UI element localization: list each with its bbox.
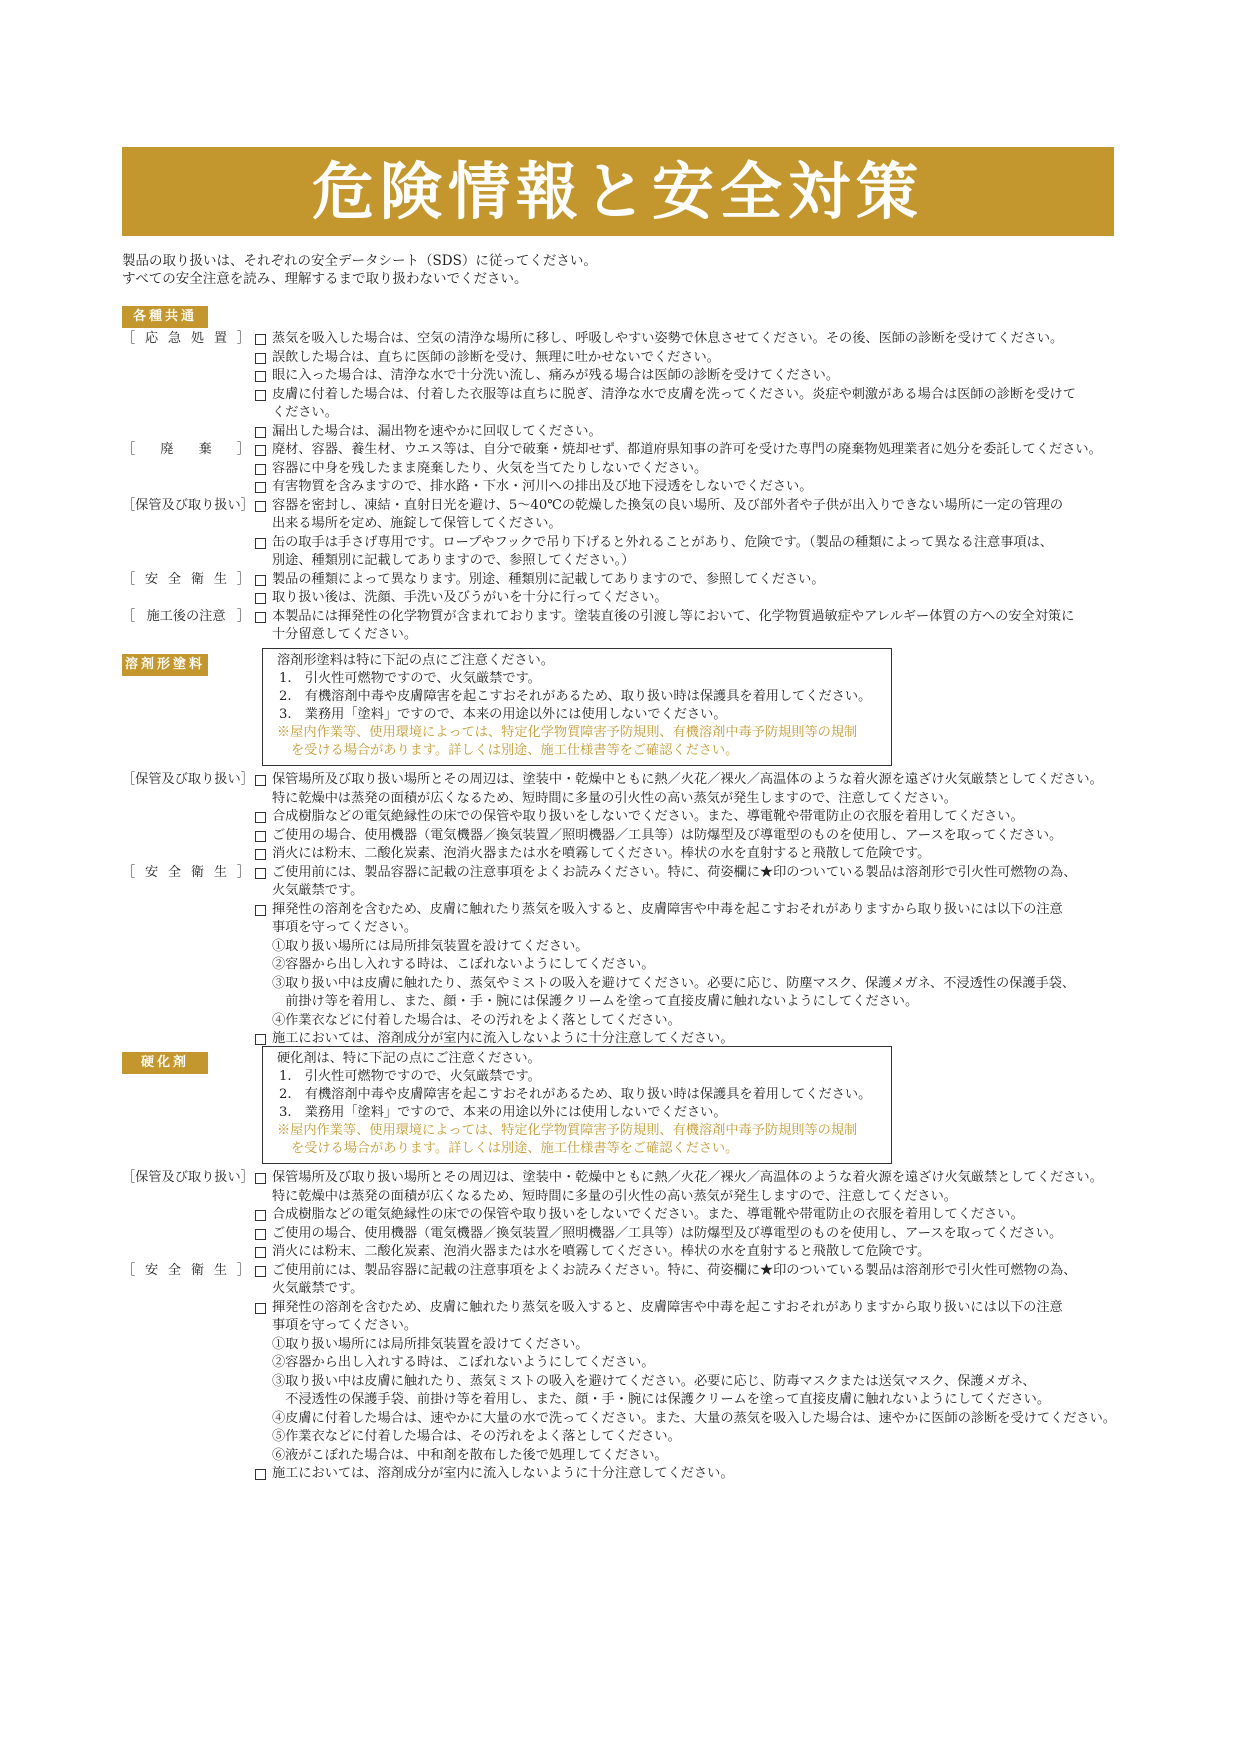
item-text: 蒸気を吸入した場合は、空気の清浄な場所に移し、呼吸しやすい姿勢で休息させてください。その後、医師の診断を受けてください。 (272, 331, 1064, 346)
category-label-part: 施工後の注意 (146, 608, 226, 624)
checkbox-icon (255, 868, 266, 879)
intro (122, 252, 1114, 288)
category-label-part: 安 (144, 864, 159, 880)
item-text-wrap (255, 1391, 1118, 1410)
item-text: 製品の種類によって異なります。別途、種類別に記載してありますので、参照してください。 (272, 571, 825, 587)
category-label (122, 571, 250, 590)
item-text-wrap (255, 1317, 1118, 1336)
notice-item: 1. 引火性可燃物ですので、火気厳禁です。 (279, 1069, 541, 1084)
checkbox-icon (255, 849, 266, 860)
item-text-wrap (255, 808, 1118, 827)
notice-lead: 硬化剤は、特に下記の点にご注意ください。 (277, 1051, 541, 1066)
category-label-part: 生 (213, 1262, 227, 1278)
item-text-wrap (255, 993, 1118, 1012)
item-text: 保管場所及び取り扱い場所とその周辺は、塗装中・乾燥中ともに熱／火花／裸火／高温体のような着火源を遠ざけ火気厳禁としてください。 (272, 772, 1103, 787)
category-label-part: ］ (236, 571, 250, 587)
category-label-part: 全 (167, 864, 182, 880)
item-text: ⑤作業衣などに付着した場合は、その汚れをよく落としてください。 (272, 1429, 681, 1444)
item-text-wrap (255, 330, 1118, 349)
item-text-wrap (255, 882, 1118, 901)
list-item (122, 386, 1118, 405)
category-label (122, 441, 250, 460)
item-text-wrap (255, 386, 1118, 405)
checkbox-icon (255, 353, 266, 364)
item-text: 缶の取手は手さげ専用です。ロープやフックで吊り下げると外れることがあり、危険です。（製品の種類によって異なる注意事項は、 (272, 534, 1053, 550)
category-label-part: 生 (213, 864, 227, 880)
list-item (122, 975, 1118, 994)
hardener-notice-box (262, 1046, 892, 1164)
list-item (122, 608, 1118, 627)
list-item (122, 993, 1118, 1012)
checkbox-icon (255, 1303, 266, 1314)
item-text-wrap (255, 460, 1118, 479)
list-item (122, 1188, 1118, 1207)
item-text-wrap (255, 938, 1118, 957)
item-text: 消火には粉末、二酸化炭素、泡消火器または水を噴霧してください。棒状の水を直射すると飛散して危険です。 (272, 1244, 931, 1259)
item-text-wrap (255, 608, 1118, 627)
item-text: ご使用前には、製品容器に記載の注意事項をよくお読みください。特に、荷姿欄に★印のついている製品は溶剤形で引火性可燃物の為、 (272, 864, 1077, 880)
category-label-part: ］ (236, 1262, 250, 1278)
category-label-part: 全 (167, 1262, 182, 1278)
list-item (122, 1169, 1118, 1188)
item-text-wrap (255, 1373, 1118, 1392)
notice-warning: ※屋内作業等、使用環境によっては、特定化学物質障害予防規則、有機溶剤中毒予防規則等の規制 (277, 725, 858, 740)
list-item (122, 460, 1118, 479)
list-item (122, 423, 1118, 442)
checkbox-icon (255, 445, 266, 456)
checkbox-icon (255, 775, 266, 786)
list-item (122, 626, 1118, 645)
item-text-wrap (255, 367, 1118, 386)
page-title: 危険情報と安全対策 (122, 147, 1114, 236)
list-item (122, 1336, 1118, 1355)
item-text: ご使用の場合、使用機器（電気機器／換気装置／照明機器／工具等）は防爆型及び導電型のものを使用し、アースを取ってください。 (272, 827, 1063, 843)
list-item (122, 790, 1118, 809)
item-text: 施工においては、溶剤成分が室内に流入しないように十分注意してください。 (272, 1466, 734, 1481)
category-label (122, 608, 250, 627)
category-label (122, 330, 250, 349)
category-label (122, 1169, 254, 1188)
notice-item: 3. 業務用「塗料」ですので、本来の用途以外には使用しないでください。 (279, 707, 727, 722)
list-item (122, 589, 1118, 608)
section-heading-common: 各種共通 (122, 306, 208, 328)
checkbox-icon (255, 593, 266, 604)
item-text-wrap (255, 589, 1118, 608)
item-text: 眼に入った場合は、清浄な水で十分洗い流し、痛みが残る場合は医師の診断を受けてください。 (272, 368, 840, 383)
common-section (122, 330, 1118, 645)
category-label-part: ［ (122, 864, 136, 880)
list-item (122, 1373, 1118, 1392)
category-label-part: ［保管及び取り扱い］ (122, 772, 254, 787)
list-item (122, 571, 1118, 590)
checkbox-icon (255, 612, 266, 623)
checkbox-icon (255, 1469, 266, 1480)
list-item (122, 1299, 1118, 1318)
checkbox-icon (255, 831, 266, 842)
category-label-part: 衛 (190, 1262, 205, 1278)
item-text: 保管場所及び取り扱い場所とその周辺は、塗装中・乾燥中ともに熱／火花／裸火／高温体のような着火源を遠ざけ火気厳禁としてください。 (272, 1170, 1103, 1185)
list-item (122, 771, 1118, 790)
item-text-wrap (255, 626, 1118, 645)
category-label-part: 衛 (190, 864, 205, 880)
notice-lead: 溶剤形塗料は特に下記の点にご注意ください。 (277, 653, 554, 668)
category-label-part: 棄 (198, 442, 212, 457)
item-text: 廃材、容器、養生材、ウエス等は、自分で破棄・焼却せず、都道府県知事の許可を受けた専門の廃棄物処理業者に処分を委託してください。 (272, 442, 1102, 457)
intro-line: すべての安全注意を読み、理解するまで取り扱わないでください。 (122, 271, 528, 287)
item-text: 十分留意してください。 (272, 627, 418, 642)
list-item (122, 1354, 1118, 1373)
list-item (122, 901, 1118, 920)
item-text-wrap (255, 1262, 1118, 1281)
item-text: 特に乾燥中は蒸発の面積が広くなるため、短時間に多量の引火性の高い蒸気が発生しますので、注意してください。 (272, 1188, 957, 1204)
category-label-part: 置 (213, 331, 227, 346)
list-item (122, 552, 1118, 571)
item-text: 合成樹脂などの電気絶縁性の床での保管や取り扱いをしないでください。また、導電靴や帯電防止の衣服を着用してください。 (272, 809, 1024, 824)
category-label-part: ］ (236, 442, 250, 457)
item-text-wrap (255, 552, 1118, 571)
item-text: 事項を守ってください。 (272, 1318, 418, 1333)
notice-item: 1. 引火性可燃物ですので、火気厳禁です。 (279, 671, 541, 686)
item-text: 有害物質を含みますので、排水路・下水・河川への排出及び地下浸透をしないでください。 (272, 479, 813, 494)
item-text: 誤飲した場合は、直ちに医師の診断を受け、無理に吐かせないでください。 (272, 349, 720, 365)
category-label-part: ［ (122, 442, 136, 457)
list-item (122, 349, 1118, 368)
item-text-wrap (255, 1447, 1118, 1466)
list-item (122, 1262, 1118, 1281)
list-item (122, 956, 1118, 975)
item-text: 容器を密封し、凍結・直射日光を避け、5～40℃の乾燥した換気の良い場所、及び部外者や子供が出入りできない場所に一定の管理の (272, 497, 1064, 513)
item-text: ②容器から出し入れする時は、こぼれないようにしてください。 (272, 957, 655, 972)
item-text-wrap (255, 497, 1118, 516)
checkbox-icon (255, 501, 266, 512)
category-label-part: ［保管及び取り扱い］ (122, 1170, 254, 1185)
list-item (122, 808, 1118, 827)
item-text-wrap (255, 1354, 1118, 1373)
list-item (122, 864, 1118, 883)
item-text-wrap (255, 919, 1118, 938)
item-text-wrap (255, 1280, 1118, 1299)
notice-item: 3. 業務用「塗料」ですので、本来の用途以外には使用しないでください。 (279, 1105, 727, 1120)
checkbox-icon (255, 482, 266, 493)
list-item (122, 1410, 1118, 1429)
list-item (122, 1206, 1118, 1225)
item-text-wrap (255, 790, 1118, 809)
section-heading-solvent: 溶剤形塗料 (122, 654, 208, 676)
item-text-wrap (255, 1243, 1118, 1262)
item-text-wrap (255, 404, 1118, 423)
category-label-part: 全 (167, 571, 182, 587)
item-text: 出来る場所を定め、施錠して保管してください。 (272, 516, 562, 531)
item-text: 合成樹脂などの電気絶縁性の床での保管や取り扱いをしないでください。また、導電靴や帯電防止の衣服を着用してください。 (272, 1207, 1024, 1222)
item-text-wrap (255, 1225, 1118, 1244)
item-text: 事項を守ってください。 (272, 920, 418, 935)
category-label-part: 廃 (160, 442, 174, 457)
item-text-wrap (255, 1428, 1118, 1447)
list-item (122, 827, 1118, 846)
notice-item: 2. 有機溶剤中毒や皮膚障害を起こすおそれがあるため、取り扱い時は保護具を着用してください。 (279, 689, 872, 704)
item-text-wrap (255, 423, 1118, 442)
item-text: ①取り扱い場所には局所排気装置を設けてください。 (272, 1336, 589, 1352)
item-text: ①取り扱い場所には局所排気装置を設けてください。 (272, 938, 589, 954)
list-item (122, 1317, 1118, 1336)
item-text: 消火には粉末、二酸化炭素、泡消火器または水を噴霧してください。棒状の水を直射すると飛散して危険です。 (272, 846, 931, 861)
notice-warning: を受ける場合があります。詳しくは別途、施工仕様書等をご確認ください。 (291, 1141, 739, 1156)
checkbox-icon (255, 1173, 266, 1184)
list-item (122, 497, 1118, 516)
item-text-wrap (255, 864, 1118, 883)
category-label-part: 生 (213, 571, 227, 587)
checkbox-icon (255, 1210, 266, 1221)
item-text: 別途、種類別に記載してありますので、参照してください。） (272, 553, 635, 568)
item-text: ④皮膚に付着した場合は、速やかに大量の水で洗ってください。また、大量の蒸気を吸入した場合は、速やかに医師の診断を受けてください。 (272, 1410, 1116, 1426)
category-label-part: ［保管及び取り扱い］ (122, 497, 254, 513)
item-text-wrap (255, 441, 1118, 460)
list-item (122, 919, 1118, 938)
list-item (122, 1225, 1118, 1244)
category-label (122, 497, 254, 516)
item-text: ⑥液がこぼれた場合は、中和剤を散布した後で処理してください。 (272, 1447, 668, 1463)
item-text-wrap (255, 956, 1118, 975)
list-item (122, 1428, 1118, 1447)
list-item (122, 938, 1118, 957)
category-label-part: 急 (167, 331, 182, 346)
item-text: ③取り扱い中は皮膚に触れたり、蒸気やミストの吸入を避けてください。必要に応じ、防塵マスク、保護メガネ、不浸透性の保護手袋、 (272, 975, 1076, 991)
list-item (122, 1280, 1118, 1299)
item-text: 揮発性の溶剤を含むため、皮膚に触れたり蒸気を吸入すると、皮膚障害や中毒を起こすおそれがありますから取り扱いには以下の注意 (272, 1299, 1063, 1315)
item-text-wrap (255, 1012, 1118, 1031)
category-label-part: 処 (190, 331, 205, 346)
intro-line: 製品の取り扱いは、それぞれの安全データシート（SDS）に従ってください。 (122, 253, 597, 269)
item-text: 揮発性の溶剤を含むため、皮膚に触れたり蒸気を吸入すると、皮膚障害や中毒を起こすおそれがありますから取り扱いには以下の注意 (272, 901, 1063, 917)
checkbox-icon (255, 334, 266, 345)
item-text: 特に乾燥中は蒸発の面積が広くなるため、短時間に多量の引火性の高い蒸気が発生しますので、注意してください。 (272, 790, 957, 806)
list-item (122, 441, 1118, 460)
checkbox-icon (255, 1229, 266, 1240)
list-item (122, 515, 1118, 534)
notice-item: 2. 有機溶剤中毒や皮膚障害を起こすおそれがあるため、取り扱い時は保護具を着用してください。 (279, 1087, 872, 1102)
category-label-part: ［ (122, 571, 136, 587)
category-label (122, 864, 250, 883)
checkbox-icon (255, 371, 266, 382)
item-text-wrap (255, 901, 1118, 920)
item-text: 漏出した場合は、漏出物を速やかに回収してください。 (272, 423, 602, 439)
list-item (122, 1465, 1118, 1484)
list-item (122, 534, 1118, 553)
hardener-section (122, 1169, 1118, 1484)
item-text: 火気厳禁です。 (272, 1281, 364, 1296)
item-text-wrap (255, 975, 1118, 994)
item-text-wrap (255, 571, 1118, 590)
item-text: 取り扱い後は、洗顔、手洗い及びうがいを十分に行ってください。 (272, 590, 668, 605)
solvent-section (122, 771, 1118, 1049)
category-label (122, 771, 254, 790)
category-label-part: ］ (236, 864, 250, 880)
item-text-wrap (255, 478, 1118, 497)
item-text: 前掛け等を着用し、また、顔・手・腕には保護クリームを塗って直接皮膚に触れないようにしてください。 (272, 994, 919, 1009)
category-label-part: 応 (144, 331, 159, 346)
list-item (122, 1012, 1118, 1031)
item-text: 容器に中身を残したまま廃棄したり、火気を当てたりしないでください。 (272, 460, 708, 476)
checkbox-icon (255, 1266, 266, 1277)
checkbox-icon (255, 812, 266, 823)
item-text-wrap (255, 1169, 1118, 1188)
checkbox-icon (255, 575, 266, 586)
list-item (122, 1243, 1118, 1262)
item-text: ④作業衣などに付着した場合は、その汚れをよく落としてください。 (272, 1012, 681, 1028)
item-text-wrap (255, 1465, 1118, 1484)
item-text: 皮膚に付着した場合は、付着した衣服等は直ちに脱ぎ、清浄な水で皮膚を洗ってください。炎症や刺激がある場合は医師の診断を受けて (272, 386, 1076, 402)
item-text: ③取り扱い中は皮膚に触れたり、蒸気ミストの吸入を避けてください。必要に応じ、防毒マスクまたは送気マスク、保護メガネ、 (272, 1373, 1036, 1389)
item-text: ください。 (272, 405, 338, 420)
category-label-part: ］ (236, 331, 250, 346)
item-text: 施工においては、溶剤成分が室内に流入しないように十分注意してください。 (272, 1031, 734, 1046)
category-label-part: 安 (144, 571, 159, 587)
list-item (122, 1447, 1118, 1466)
notice-warning: ※屋内作業等、使用環境によっては、特定化学物質障害予防規則、有機溶剤中毒予防規則等の規制 (277, 1123, 858, 1138)
item-text-wrap (255, 1336, 1118, 1355)
list-item (122, 1391, 1118, 1410)
item-text-wrap (255, 1410, 1118, 1429)
category-label (122, 1262, 250, 1281)
list-item (122, 882, 1118, 901)
item-text-wrap (255, 771, 1118, 790)
section-heading-hardener: 硬化剤 (122, 1052, 208, 1074)
category-label-part: ［ (122, 331, 136, 346)
item-text-wrap (255, 1299, 1118, 1318)
list-item (122, 845, 1118, 864)
item-text: ご使用の場合、使用機器（電気機器／換気装置／照明機器／工具等）は防爆型及び導電型のものを使用し、アースを取ってください。 (272, 1225, 1063, 1241)
checkbox-icon (255, 464, 266, 475)
category-label-part: 衛 (190, 571, 205, 587)
item-text-wrap (255, 845, 1118, 864)
solvent-notice-box (262, 648, 892, 766)
item-text-wrap (255, 827, 1118, 846)
notice-warning: を受ける場合があります。詳しくは別途、施工仕様書等をご確認ください。 (291, 743, 739, 758)
list-item (122, 404, 1118, 423)
category-label-part: ］ (236, 608, 250, 624)
category-label-part: ［ (122, 608, 136, 624)
item-text-wrap (255, 515, 1118, 534)
checkbox-icon (255, 427, 266, 438)
category-label-part: ［ (122, 1262, 136, 1278)
checkbox-icon (255, 538, 266, 549)
checkbox-icon (255, 390, 266, 401)
item-text: 不浸透性の保護手袋、前掛け等を着用し、また、顔・手・腕には保護クリームを塗って直接皮膚に触れないようにしてください。 (272, 1392, 1051, 1407)
item-text-wrap (255, 349, 1118, 368)
list-item (122, 367, 1118, 386)
item-text: ご使用前には、製品容器に記載の注意事項をよくお読みください。特に、荷姿欄に★印のついている製品は溶剤形で引火性可燃物の為、 (272, 1262, 1077, 1278)
list-item (122, 478, 1118, 497)
item-text-wrap (255, 1188, 1118, 1207)
item-text: 本製品には揮発性の化学物質が含まれております。塗装直後の引渡し等において、化学物質過敏症やアレルギー体質の方への安全対策に (272, 608, 1075, 624)
category-label-part: 安 (144, 1262, 159, 1278)
checkbox-icon (255, 1247, 266, 1258)
list-item (122, 330, 1118, 349)
item-text-wrap (255, 1206, 1118, 1225)
checkbox-icon (255, 1034, 266, 1045)
item-text: 火気厳禁です。 (272, 883, 364, 898)
item-text-wrap (255, 534, 1118, 553)
checkbox-icon (255, 905, 266, 916)
item-text: ②容器から出し入れする時は、こぼれないようにしてください。 (272, 1355, 655, 1370)
